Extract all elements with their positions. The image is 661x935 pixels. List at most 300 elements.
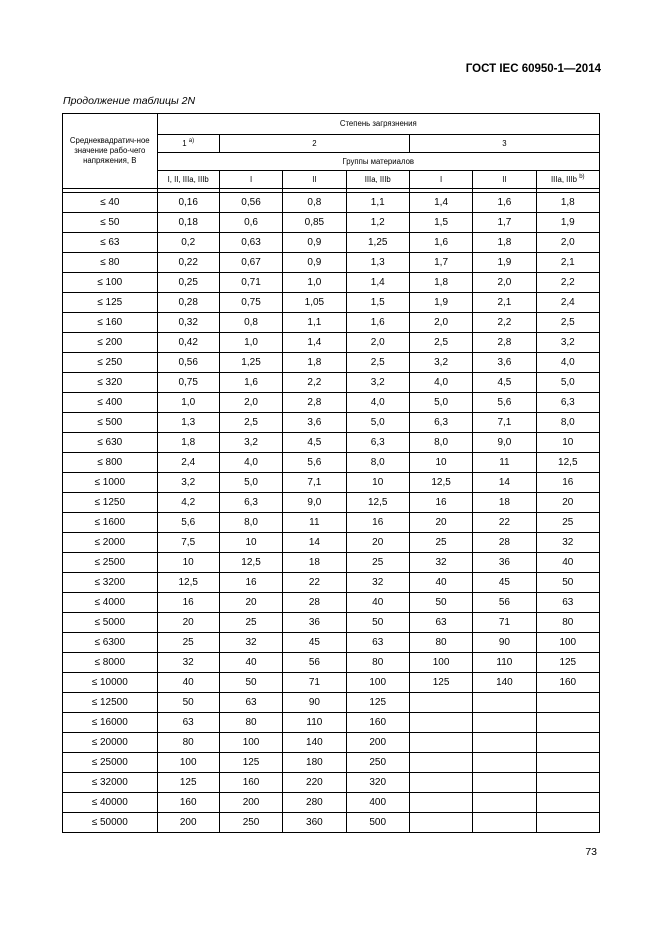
value-cell (536, 753, 599, 773)
value-cell (536, 733, 599, 753)
value-cell: 12,5 (157, 573, 219, 593)
pollution-degree-header: Степень загрязнения (157, 114, 599, 135)
value-cell: 63 (219, 693, 282, 713)
value-cell: 50 (346, 613, 409, 633)
value-cell: 400 (346, 793, 409, 813)
value-cell: 0,6 (219, 213, 282, 233)
value-cell: 2,5 (409, 333, 472, 353)
value-cell: 100 (409, 653, 472, 673)
value-cell: 500 (346, 813, 409, 833)
standard-id: ГОСТ IEC 60950-1—2014 (465, 63, 601, 75)
material-groups-header: Группы материалов (157, 153, 599, 171)
value-cell: 1,8 (283, 353, 346, 373)
table-row (63, 793, 600, 813)
voltage-cell: ≤ 200 (63, 333, 158, 353)
value-cell: 10 (409, 453, 472, 473)
value-cell: 8,0 (346, 453, 409, 473)
value-cell: 32 (536, 533, 599, 553)
value-cell: 20 (157, 613, 219, 633)
voltage-cell: ≤ 400 (63, 393, 158, 413)
value-cell: 2,8 (473, 333, 536, 353)
value-cell: 320 (346, 773, 409, 793)
value-cell: 2,5 (219, 413, 282, 433)
material-group-cell (536, 171, 599, 189)
table-row (63, 193, 600, 213)
value-cell: 160 (219, 773, 282, 793)
value-cell: 2,2 (536, 273, 599, 293)
value-cell: 4,5 (283, 433, 346, 453)
value-cell: 0,42 (157, 333, 219, 353)
table-row (63, 533, 600, 553)
value-cell: 16 (409, 493, 472, 513)
value-cell: 2,0 (473, 273, 536, 293)
value-cell: 4,0 (346, 393, 409, 413)
value-cell: 1,3 (346, 253, 409, 273)
value-cell: 160 (346, 713, 409, 733)
value-cell: 40 (536, 553, 599, 573)
material-group-cell (219, 171, 282, 189)
table-row (63, 213, 600, 233)
value-cell: 1,6 (346, 313, 409, 333)
value-cell (473, 793, 536, 813)
value-cell (473, 713, 536, 733)
value-cell: 2,0 (536, 233, 599, 253)
value-cell: 18 (283, 553, 346, 573)
value-cell: 3,2 (409, 353, 472, 373)
table-row (63, 653, 600, 673)
value-cell: 1,2 (346, 213, 409, 233)
value-cell: 9,0 (283, 493, 346, 513)
value-cell: 1,6 (219, 373, 282, 393)
voltage-cell: ≤ 8000 (63, 653, 158, 673)
value-cell: 10 (157, 553, 219, 573)
table-row (63, 573, 600, 593)
value-cell: 50 (536, 573, 599, 593)
value-cell: 100 (536, 633, 599, 653)
value-cell: 0,56 (219, 193, 282, 213)
value-cell: 1,6 (473, 193, 536, 213)
value-cell: 4,0 (409, 373, 472, 393)
degree-cell: 2 (219, 135, 409, 153)
table-row (63, 813, 600, 833)
value-cell: 1,25 (346, 233, 409, 253)
table-header (63, 114, 600, 189)
value-cell: 1,1 (283, 313, 346, 333)
value-cell: 71 (283, 673, 346, 693)
value-cell: 3,2 (219, 433, 282, 453)
value-cell (536, 713, 599, 733)
voltage-cell: ≤ 100 (63, 273, 158, 293)
value-cell: 12,5 (346, 493, 409, 513)
table-row (63, 353, 600, 373)
value-cell: 0,32 (157, 313, 219, 333)
value-cell: 4,0 (219, 453, 282, 473)
table-row (63, 433, 600, 453)
value-cell: 5,6 (157, 513, 219, 533)
value-cell: 140 (473, 673, 536, 693)
value-cell: 0,8 (219, 313, 282, 333)
value-cell: 1,9 (536, 213, 599, 233)
value-cell: 12,5 (409, 473, 472, 493)
degree-label: 1 (182, 139, 187, 149)
value-cell: 28 (283, 593, 346, 613)
value-cell: 0,18 (157, 213, 219, 233)
value-cell: 63 (409, 613, 472, 633)
value-cell: 2,0 (409, 313, 472, 333)
value-cell: 3,2 (157, 473, 219, 493)
value-cell: 125 (219, 753, 282, 773)
value-cell: 16 (536, 473, 599, 493)
value-cell: 16 (219, 573, 282, 593)
table-row (63, 673, 600, 693)
value-cell: 6,3 (346, 433, 409, 453)
table-caption: Продолжение таблицы 2N (63, 95, 196, 107)
value-cell: 40 (157, 673, 219, 693)
value-cell: 1,05 (283, 293, 346, 313)
table-row (63, 393, 600, 413)
value-cell: 100 (219, 733, 282, 753)
value-cell (536, 793, 599, 813)
value-cell: 1,8 (536, 193, 599, 213)
value-cell: 125 (157, 773, 219, 793)
value-cell (536, 813, 599, 833)
value-cell: 63 (157, 713, 219, 733)
value-cell (473, 753, 536, 773)
value-cell: 1,4 (409, 193, 472, 213)
voltage-cell: ≤ 40000 (63, 793, 158, 813)
value-cell: 1,5 (409, 213, 472, 233)
table-row (63, 373, 600, 393)
value-cell: 20 (346, 533, 409, 553)
material-group-label: IIIa, IIIb (364, 174, 391, 184)
value-cell: 63 (346, 633, 409, 653)
table-row (63, 273, 600, 293)
value-cell: 160 (536, 673, 599, 693)
table-row (63, 313, 600, 333)
voltage-cell: ≤ 32000 (63, 773, 158, 793)
value-cell: 1,9 (409, 293, 472, 313)
value-cell: 280 (283, 793, 346, 813)
value-cell (473, 773, 536, 793)
value-cell: 2,5 (346, 353, 409, 373)
value-cell: 40 (409, 573, 472, 593)
voltage-cell: ≤ 16000 (63, 713, 158, 733)
value-cell: 180 (283, 753, 346, 773)
value-cell: 2,0 (346, 333, 409, 353)
voltage-cell: ≤ 6300 (63, 633, 158, 653)
value-cell: 1,25 (219, 353, 282, 373)
value-cell: 18 (473, 493, 536, 513)
value-cell: 0,16 (157, 193, 219, 213)
value-cell: 32 (157, 653, 219, 673)
value-cell: 100 (346, 673, 409, 693)
value-cell: 50 (409, 593, 472, 613)
material-group-label: I (249, 174, 253, 184)
value-cell: 0,9 (283, 253, 346, 273)
voltage-cell: ≤ 1600 (63, 513, 158, 533)
value-cell: 22 (473, 513, 536, 533)
value-cell: 80 (346, 653, 409, 673)
value-cell: 110 (473, 653, 536, 673)
voltage-cell: ≤ 20000 (63, 733, 158, 753)
value-cell: 2,0 (219, 393, 282, 413)
value-cell: 3,2 (346, 373, 409, 393)
table-body (63, 193, 600, 833)
value-cell: 20 (409, 513, 472, 533)
value-cell: 16 (346, 513, 409, 533)
material-group-cell (283, 171, 346, 189)
material-group-label: I (439, 174, 443, 184)
value-cell: 2,4 (157, 453, 219, 473)
value-cell (536, 773, 599, 793)
value-cell: 3,6 (283, 413, 346, 433)
value-cell (409, 713, 472, 733)
value-cell: 1,0 (157, 393, 219, 413)
value-cell: 28 (473, 533, 536, 553)
voltage-cell: ≤ 2500 (63, 553, 158, 573)
table-row (63, 413, 600, 433)
value-cell: 0,75 (157, 373, 219, 393)
value-cell (473, 813, 536, 833)
table-row (63, 493, 600, 513)
material-group-label: IIIa, IIIb (551, 175, 578, 185)
value-cell: 7,1 (473, 413, 536, 433)
value-cell: 20 (219, 593, 282, 613)
value-cell: 2,8 (283, 393, 346, 413)
value-cell: 11 (283, 513, 346, 533)
value-cell: 14 (473, 473, 536, 493)
value-cell: 1,8 (157, 433, 219, 453)
material-group-label: II (502, 174, 507, 184)
material-group-cell (157, 171, 219, 189)
value-cell: 5,0 (536, 373, 599, 393)
value-cell: 125 (409, 673, 472, 693)
value-cell: 40 (219, 653, 282, 673)
value-cell: 7,5 (157, 533, 219, 553)
value-cell: 5,0 (346, 413, 409, 433)
value-cell: 5,0 (409, 393, 472, 413)
voltage-cell: ≤ 630 (63, 433, 158, 453)
value-cell: 71 (473, 613, 536, 633)
voltage-cell: ≤ 80 (63, 253, 158, 273)
value-cell: 1,4 (283, 333, 346, 353)
value-cell: 1,1 (346, 193, 409, 213)
value-cell: 56 (473, 593, 536, 613)
voltage-cell: ≤ 63 (63, 233, 158, 253)
value-cell: 4,2 (157, 493, 219, 513)
voltage-cell: ≤ 320 (63, 373, 158, 393)
value-cell: 0,85 (283, 213, 346, 233)
table-row (63, 333, 600, 353)
value-cell: 5,6 (283, 453, 346, 473)
table-row (63, 453, 600, 473)
value-cell: 1,4 (346, 273, 409, 293)
page-number: 73 (585, 846, 597, 858)
value-cell: 5,0 (219, 473, 282, 493)
value-cell: 200 (346, 733, 409, 753)
footnote-marker: b) (579, 174, 585, 181)
value-cell: 11 (473, 453, 536, 473)
table-row (63, 473, 600, 493)
value-cell (409, 733, 472, 753)
value-cell: 10 (219, 533, 282, 553)
footnote-marker: а) (188, 138, 195, 145)
value-cell: 20 (536, 493, 599, 513)
value-cell: 63 (536, 593, 599, 613)
value-cell: 1,9 (473, 253, 536, 273)
table-row (63, 693, 600, 713)
degree-cell (157, 135, 219, 153)
value-cell: 125 (536, 653, 599, 673)
value-cell: 16 (157, 593, 219, 613)
table-row (63, 633, 600, 653)
material-group-label: II (312, 174, 317, 184)
value-cell: 5,6 (473, 393, 536, 413)
value-cell: 25 (409, 533, 472, 553)
voltage-cell: ≤ 50000 (63, 813, 158, 833)
voltage-cell: ≤ 800 (63, 453, 158, 473)
voltage-cell: ≤ 50 (63, 213, 158, 233)
voltage-cell: ≤ 2000 (63, 533, 158, 553)
value-cell: 22 (283, 573, 346, 593)
value-cell: 12,5 (536, 453, 599, 473)
value-cell: 200 (157, 813, 219, 833)
value-cell: 9,0 (473, 433, 536, 453)
voltage-cell: ≤ 1000 (63, 473, 158, 493)
table-row (63, 253, 600, 273)
voltage-cell: ≤ 25000 (63, 753, 158, 773)
voltage-cell: ≤ 40 (63, 193, 158, 213)
value-cell: 36 (283, 613, 346, 633)
value-cell: 110 (283, 713, 346, 733)
value-cell: 56 (283, 653, 346, 673)
value-cell (409, 753, 472, 773)
value-cell: 0,56 (157, 353, 219, 373)
value-cell: 32 (409, 553, 472, 573)
value-cell: 32 (346, 573, 409, 593)
value-cell (409, 693, 472, 713)
value-cell: 45 (283, 633, 346, 653)
value-cell: 3,6 (473, 353, 536, 373)
value-cell: 4,0 (536, 353, 599, 373)
voltage-cell: ≤ 12500 (63, 693, 158, 713)
value-cell: 0,75 (219, 293, 282, 313)
voltage-cell: ≤ 125 (63, 293, 158, 313)
table-row (63, 593, 600, 613)
value-cell: 1,7 (409, 253, 472, 273)
table-row (63, 753, 600, 773)
value-cell: 160 (157, 793, 219, 813)
voltage-cell: ≤ 1250 (63, 493, 158, 513)
voltage-cell: ≤ 4000 (63, 593, 158, 613)
value-cell: 125 (346, 693, 409, 713)
value-cell: 25 (219, 613, 282, 633)
value-cell: 250 (346, 753, 409, 773)
value-cell: 8,0 (409, 433, 472, 453)
value-cell: 10 (346, 473, 409, 493)
table-row (63, 733, 600, 753)
value-cell: 0,8 (283, 193, 346, 213)
value-cell: 32 (219, 633, 282, 653)
value-cell: 1,5 (346, 293, 409, 313)
value-cell: 12,5 (219, 553, 282, 573)
voltage-header: Среднеквадратич-ное значение рабо-чего напряжения, В (63, 114, 158, 189)
value-cell: 6,3 (219, 493, 282, 513)
value-cell: 80 (409, 633, 472, 653)
value-cell (409, 813, 472, 833)
value-cell: 80 (157, 733, 219, 753)
value-cell (473, 693, 536, 713)
value-cell: 2,5 (536, 313, 599, 333)
table-row (63, 553, 600, 573)
voltage-cell: ≤ 5000 (63, 613, 158, 633)
voltage-cell: ≤ 3200 (63, 573, 158, 593)
value-cell: 50 (219, 673, 282, 693)
value-cell: 4,5 (473, 373, 536, 393)
value-cell: 2,2 (283, 373, 346, 393)
value-cell: 1,0 (219, 333, 282, 353)
value-cell: 50 (157, 693, 219, 713)
value-cell (409, 773, 472, 793)
value-cell: 80 (219, 713, 282, 733)
value-cell: 1,8 (473, 233, 536, 253)
voltage-cell: ≤ 500 (63, 413, 158, 433)
degree-cell: 3 (409, 135, 599, 153)
value-cell: 140 (283, 733, 346, 753)
value-cell: 1,8 (409, 273, 472, 293)
value-cell: 0,9 (283, 233, 346, 253)
value-cell: 1,3 (157, 413, 219, 433)
value-cell (536, 693, 599, 713)
table-row (63, 233, 600, 253)
table-row (63, 713, 600, 733)
value-cell: 40 (346, 593, 409, 613)
material-group-cell (346, 171, 409, 189)
value-cell: 90 (473, 633, 536, 653)
value-cell: 0,67 (219, 253, 282, 273)
value-cell: 2,2 (473, 313, 536, 333)
value-cell: 0,71 (219, 273, 282, 293)
value-cell: 45 (473, 573, 536, 593)
value-cell: 1,6 (409, 233, 472, 253)
value-cell: 360 (283, 813, 346, 833)
value-cell: 100 (157, 753, 219, 773)
value-cell: 0,22 (157, 253, 219, 273)
value-cell: 1,7 (473, 213, 536, 233)
table-row (63, 293, 600, 313)
voltage-cell: ≤ 160 (63, 313, 158, 333)
value-cell: 220 (283, 773, 346, 793)
value-cell: 2,1 (473, 293, 536, 313)
value-cell: 8,0 (219, 513, 282, 533)
value-cell: 7,1 (283, 473, 346, 493)
value-cell: 2,4 (536, 293, 599, 313)
table-row (63, 613, 600, 633)
value-cell: 3,2 (536, 333, 599, 353)
table-row (63, 513, 600, 533)
value-cell: 90 (283, 693, 346, 713)
value-cell (409, 793, 472, 813)
value-cell: 200 (219, 793, 282, 813)
value-cell: 1,0 (283, 273, 346, 293)
value-cell: 6,3 (536, 393, 599, 413)
value-cell: 0,28 (157, 293, 219, 313)
value-cell: 6,3 (409, 413, 472, 433)
value-cell: 0,25 (157, 273, 219, 293)
value-cell: 25 (536, 513, 599, 533)
clearance-table (62, 113, 600, 833)
value-cell: 14 (283, 533, 346, 553)
